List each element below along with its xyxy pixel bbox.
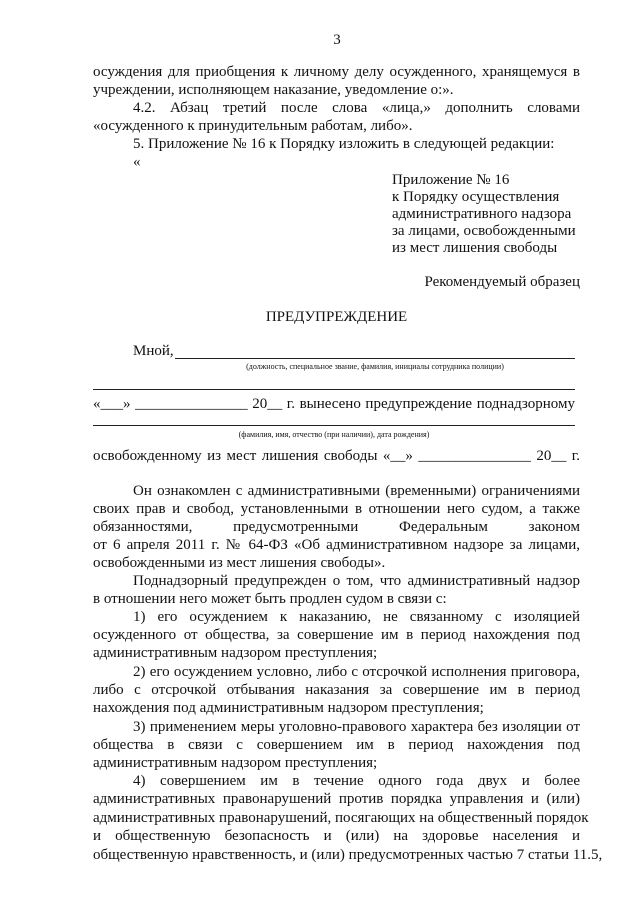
person-caption: (фамилия, имя, отчество (при наличии), дата рождения): [238, 430, 430, 439]
body-line: обязанностями, предусмотренными Федеральным законом: [93, 519, 580, 535]
blank-line: [93, 389, 575, 390]
body-line: нахождения под административным надзором преступления;: [93, 700, 484, 716]
appendix-line: административного надзора: [392, 206, 572, 222]
intro-line: «осужденного к принудительным работам, либо».: [93, 118, 413, 134]
person-blank-line: [93, 425, 575, 426]
body-line: административных правонарушений, посягающих на общественный порядок: [93, 810, 589, 826]
page-number: 3: [333, 32, 341, 48]
appendix-line: Приложение № 16: [392, 172, 510, 188]
body-line: 2) его осуждением условно, либо с отсрочкой исполнения приговора,: [133, 664, 580, 680]
officer-blank-line: [175, 358, 575, 359]
body-line: общественную нравственность, и (или) предусмотренных частью 7 статьи 11.5,: [93, 847, 603, 863]
form-title: ПРЕДУПРЕЖДЕНИЕ: [265, 309, 408, 325]
intro-line: учреждении, исполняющем наказание, уведомление о:».: [93, 82, 454, 98]
body-line: осужденного от общества, за совершение им в период нахождения под: [93, 627, 580, 643]
body-line: 3) применением меры уголовно-правового характера без изоляции от: [133, 719, 580, 735]
body-line: и общественную безопасность и (или) на здоровье населения и: [93, 828, 580, 844]
body-line: Он ознакомлен с административными (временными) ограничениями: [133, 483, 580, 499]
body-line: либо с отсрочкой отбывания наказания за совершение им в период: [93, 682, 580, 698]
body-line: общества в связи с совершением им в период нахождения под: [93, 737, 580, 753]
body-line: 4) совершением им в течение одного года двух и более: [133, 773, 580, 789]
body-line: от 6 апреля 2011 г. № 64-ФЗ «Об административном надзоре за лицами,: [93, 537, 580, 553]
by-label: Мной,: [133, 343, 174, 359]
released-line: освобожденному из мест лишения свободы «__» _______________ 20__ г.: [93, 448, 580, 464]
intro-line: осуждения для приобщения к личному делу осужденного, хранящемуся в: [93, 64, 580, 80]
date-line: «___» _______________ 20__ г. вынесено предупреждение поднадзорному: [93, 396, 575, 412]
body-line: в отношении него может быть продлен судом в связи с:: [93, 591, 447, 607]
officer-caption: (должность, специальное звание, фамилия, инициалы сотрудника полиции): [246, 362, 504, 371]
body-line: административных правонарушений против порядка управления и (или): [93, 791, 580, 807]
body-line: административным надзором преступления;: [93, 755, 378, 771]
appendix-line: из мест лишения свободы: [392, 240, 558, 256]
intro-line: «: [133, 154, 141, 170]
appendix-line: к Порядку осуществления: [392, 189, 560, 205]
body-line: 1) его осуждением к наказанию, не связанному с изоляцией: [133, 609, 580, 625]
body-line: освобожденными из мест лишения свободы».: [93, 555, 386, 571]
intro-line: 5. Приложение № 16 к Порядку изложить в следующей редакции:: [133, 136, 555, 152]
body-line: своих прав и свобод, установленными в отношении него судом, а также: [93, 501, 580, 517]
body-line: административным надзором преступления;: [93, 645, 378, 661]
sample-label: Рекомендуемый образец: [424, 274, 580, 290]
body-line: Поднадзорный предупрежден о том, что административный надзор: [133, 573, 580, 589]
appendix-line: за лицами, освобожденными: [392, 223, 576, 239]
intro-line: 4.2. Абзац третий после слова «лица,» дополнить словами: [133, 100, 580, 116]
